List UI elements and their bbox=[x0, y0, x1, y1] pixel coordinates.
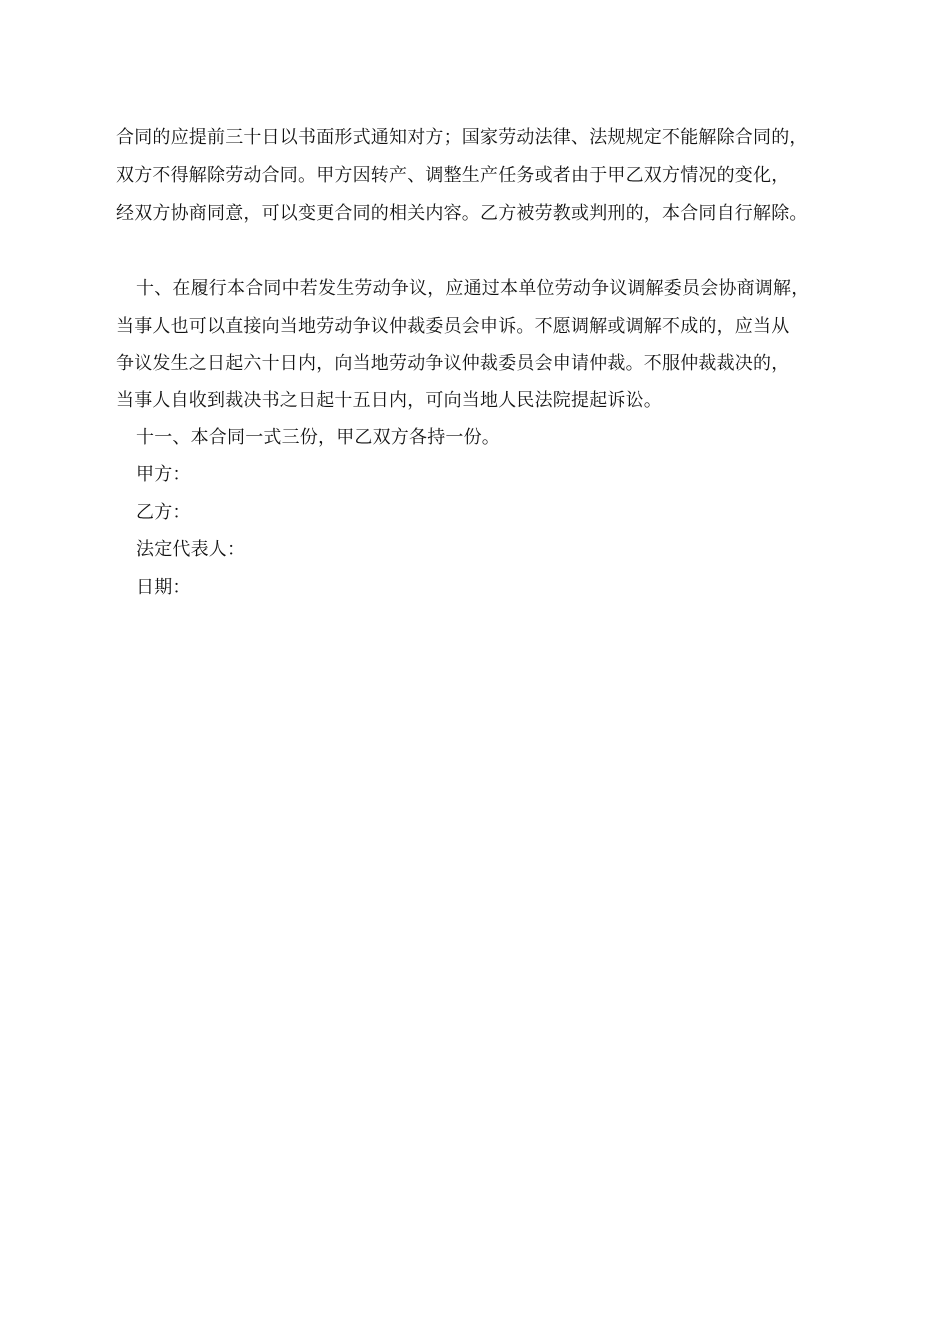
paragraph-10-line-2: 当事人也可以直接向当地劳动争议仲裁委员会申诉。不愿调解或调解不成的，应当从 bbox=[116, 316, 790, 337]
paragraph-11: 十一、本合同一式三份，甲乙双方各持一份。 bbox=[136, 427, 500, 448]
date-label: 日期： bbox=[136, 577, 191, 598]
paragraph-9-line-3: 经双方协商同意，可以变更合同的相关内容。乙方被劳教或判刑的，本合同自行解除。 bbox=[116, 203, 808, 224]
paragraph-10-line-3: 争议发生之日起六十日内，向当地劳动争议仲裁委员会申请仲裁。不服仲裁裁决的， bbox=[116, 353, 790, 374]
party-b-label: 乙方： bbox=[136, 502, 191, 523]
paragraph-10-line-1: 十、在履行本合同中若发生劳动争议，应通过本单位劳动争议调解委员会协商调解， bbox=[136, 278, 810, 299]
paragraph-9-line-1: 合同的应提前三十日以书面形式通知对方；国家劳动法律、法规规定不能解除合同的， bbox=[116, 127, 808, 148]
paragraph-9-line-2: 双方不得解除劳动合同。甲方因转产、调整生产任务或者由于甲乙双方情况的变化， bbox=[116, 165, 790, 186]
paragraph-10-line-4: 当事人自收到裁决书之日起十五日内，可向当地人民法院提起诉讼。 bbox=[116, 390, 662, 411]
party-a-label: 甲方： bbox=[136, 464, 191, 485]
legal-representative-label: 法定代表人： bbox=[136, 539, 246, 560]
